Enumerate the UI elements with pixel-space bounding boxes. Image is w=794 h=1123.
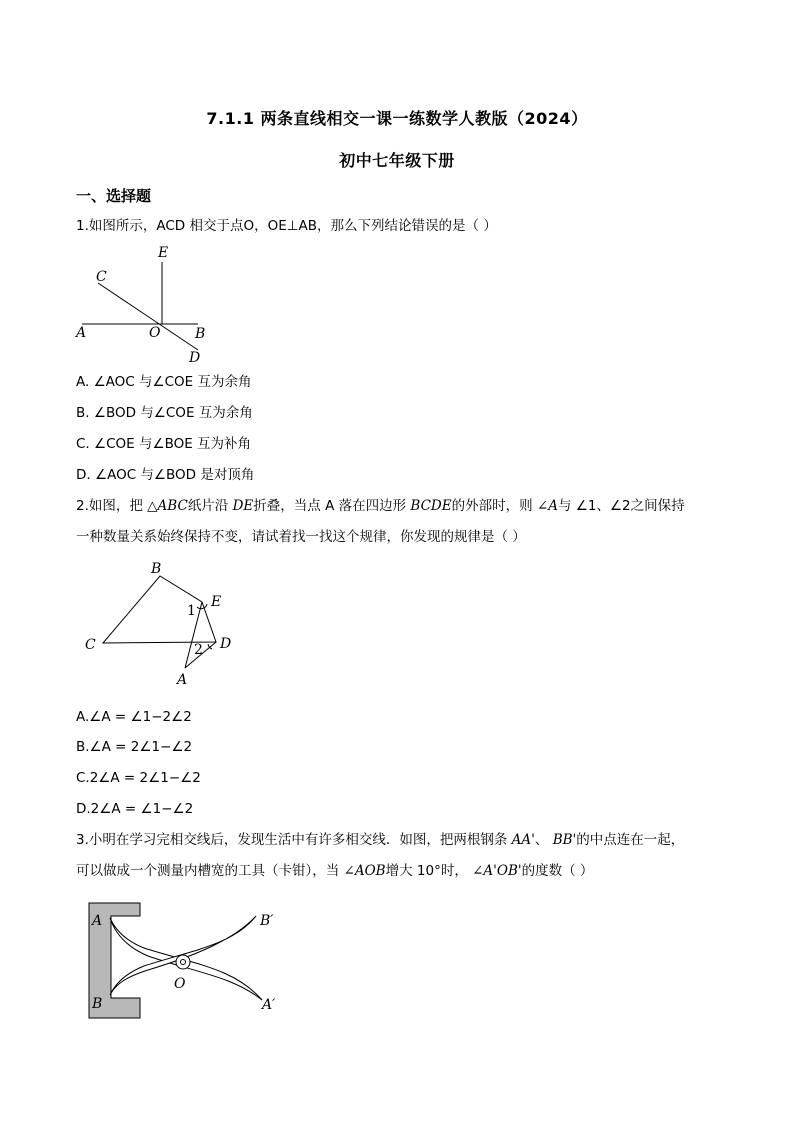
q2-label-a: A	[177, 672, 188, 688]
q1-stem: 1.如图所示，ACD 相交于点O，OE⊥AB，那么下列结论错误的是（ ）	[76, 218, 497, 234]
q2-stem-line1: 2.如图，把 △ABC纸片沿 DE折叠，当点 A 落在四边形 BCDE的外部时，则 ∠A与 ∠1、∠2之间保持	[76, 498, 685, 514]
q2-label-e: E	[211, 594, 222, 610]
q3-label-a-prime: A′	[262, 997, 276, 1013]
q2-label-1: 1	[187, 603, 196, 619]
q2-option-d: D.2∠A = ∠1−∠2	[76, 801, 194, 817]
q1-label-e: E	[158, 245, 169, 261]
q3-figure-calipers	[84, 898, 294, 1024]
q3-pivot-o	[176, 955, 190, 969]
q2-option-c: C.2∠A = 2∠1−∠2	[76, 770, 201, 786]
document-title: 7.1.1 两条直线相交一课一练数学人教版（2024）	[206, 109, 588, 128]
q1-option-c: C. ∠COE 与∠BOE 互为补角	[76, 436, 252, 452]
q2-label-2: 2	[194, 642, 203, 658]
q2-angle1-arc	[197, 604, 207, 609]
q1-label-o: O	[149, 325, 161, 341]
section-heading: 一、选择题	[76, 187, 152, 205]
q3-label-b: B	[92, 996, 103, 1012]
q2-label-b: B	[151, 561, 162, 577]
q1-option-a: A. ∠AOC 与∠COE 互为余角	[76, 374, 252, 390]
q2-stem-line2: 一种数量关系始终保持不变，请试着找一找这个规律，你发现的规律是（ ）	[76, 529, 526, 545]
q2-figure	[78, 556, 248, 690]
q2-option-b: B.∠A = 2∠1−∠2	[76, 739, 193, 755]
document-subtitle: 初中七年级下册	[339, 151, 455, 170]
q2-label-c: C	[85, 637, 96, 653]
q1-label-b: B	[195, 326, 206, 342]
q3-label-o: O	[174, 976, 186, 992]
q2-label-d: D	[220, 636, 232, 652]
q3-label-b-prime: B′	[260, 913, 274, 929]
q1-label-c: C	[96, 269, 107, 285]
q1-label-d: D	[189, 350, 201, 366]
q3-label-a: A	[92, 913, 103, 929]
q1-option-d: D. ∠AOC 与∠BOD 是对顶角	[76, 467, 255, 483]
q2-quadrilateral-bcde	[103, 576, 216, 643]
q1-label-a: A	[76, 325, 87, 341]
q1-figure	[72, 240, 222, 368]
q1-line-cd	[98, 283, 198, 350]
q3-stem-line2: 可以做成一个测量内槽宽的工具（卡钳），当 ∠AOB增大 10°时， ∠A'OB'的度数（ ）	[76, 863, 594, 879]
q3-stem-line1: 3.小明在学习完相交线后，发现生活中有许多相交线．如图，把两根钢条 AA'、 BB'的中点连在一起，	[76, 832, 685, 848]
q2-option-a: A.∠A = ∠1−2∠2	[76, 709, 192, 725]
q1-option-b: B. ∠BOD 与∠COE 互为余角	[76, 405, 253, 421]
